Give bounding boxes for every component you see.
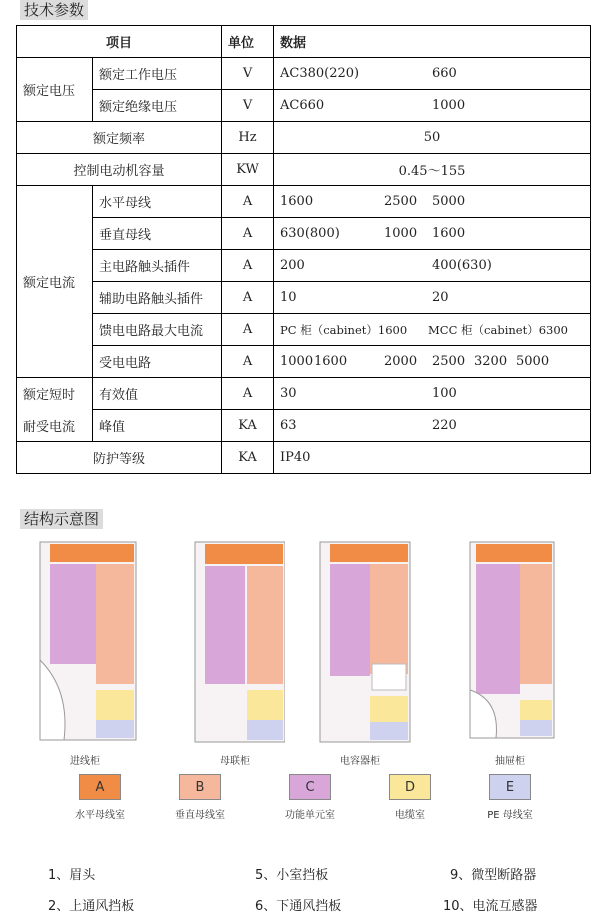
value: AC660 bbox=[280, 98, 325, 113]
row-name: 额定绝缘电压 bbox=[93, 90, 222, 122]
row-name: 主电路触头插件 bbox=[93, 250, 222, 282]
legend-item bbox=[460, 774, 560, 821]
legend-item bbox=[360, 774, 460, 821]
part-item bbox=[48, 895, 134, 914]
row-data bbox=[274, 282, 591, 314]
capacitor-cabinet-drawing bbox=[310, 540, 420, 758]
part-name: 微型断路器 bbox=[471, 868, 537, 883]
row-name: 垂直母线 bbox=[93, 218, 222, 250]
row-name: 峰值 bbox=[93, 410, 222, 442]
coupler-cabinet-drawing bbox=[175, 540, 285, 758]
legend-swatch: E bbox=[489, 774, 531, 800]
value: 660 bbox=[432, 66, 457, 81]
legend-label: 电缆室 bbox=[395, 810, 425, 821]
value: 200 bbox=[280, 258, 305, 273]
row-data bbox=[274, 58, 591, 90]
value: 220 bbox=[432, 418, 457, 433]
table-row bbox=[17, 90, 591, 122]
row-data bbox=[274, 90, 591, 122]
group-voltage: 额定电压 bbox=[17, 58, 93, 122]
value: 1000 bbox=[432, 98, 466, 113]
row-data: 50 bbox=[274, 122, 591, 154]
row-unit: V bbox=[222, 90, 274, 122]
legend-item bbox=[150, 774, 250, 821]
row-name: 防护等级 bbox=[17, 442, 222, 474]
row-unit: Hz bbox=[222, 122, 274, 154]
value: 1000 bbox=[384, 226, 418, 241]
value: 20 bbox=[432, 290, 449, 305]
part-name: 下通风挡板 bbox=[276, 899, 342, 914]
cabinet-label: 进线柜 bbox=[70, 756, 100, 767]
row-name: 额定频率 bbox=[17, 122, 222, 154]
table-row bbox=[17, 378, 591, 410]
cabinet-label: 抽屉柜 bbox=[495, 756, 525, 767]
legend-swatch: B bbox=[179, 774, 221, 800]
row-data bbox=[274, 250, 591, 282]
table-row bbox=[17, 282, 591, 314]
part-num: 10、 bbox=[443, 899, 473, 914]
value: 63 bbox=[280, 418, 297, 433]
group-short-2: 耐受电流 bbox=[17, 410, 93, 442]
part-item bbox=[450, 864, 536, 883]
table-row bbox=[17, 346, 591, 378]
table-row bbox=[17, 186, 591, 218]
table-row bbox=[17, 250, 591, 282]
value: 1600 bbox=[432, 226, 466, 241]
value: 5000 bbox=[432, 194, 466, 209]
part-num: 9、 bbox=[450, 868, 472, 883]
legend-item bbox=[260, 774, 360, 821]
row-unit: A bbox=[222, 186, 274, 218]
part-item bbox=[48, 864, 95, 883]
row-unit: A bbox=[222, 346, 274, 378]
part-num: 1、 bbox=[48, 868, 70, 883]
row-name: 控制电动机容量 bbox=[17, 154, 222, 186]
value: PC 柜（cabinet）1600 bbox=[280, 322, 408, 337]
part-name: 上通风挡板 bbox=[69, 899, 135, 914]
legend-swatch: C bbox=[289, 774, 331, 800]
group-current: 额定电流 bbox=[17, 186, 93, 378]
value: 1000 bbox=[280, 354, 314, 369]
value: 400(630) bbox=[432, 258, 492, 273]
legend-swatch: D bbox=[389, 774, 431, 800]
value: 10 bbox=[280, 290, 297, 305]
row-unit: A bbox=[222, 250, 274, 282]
row-unit: A bbox=[222, 314, 274, 346]
cabinet-label: 电容器柜 bbox=[340, 756, 380, 767]
row-unit: KA bbox=[222, 410, 274, 442]
value: 2000 bbox=[384, 354, 418, 369]
header-data: 数据 bbox=[274, 26, 591, 58]
legend-label: 水平母线室 bbox=[75, 810, 125, 821]
legend-label: 垂直母线室 bbox=[175, 810, 225, 821]
row-data bbox=[274, 314, 591, 346]
legend-label: PE 母线室 bbox=[487, 810, 533, 821]
value: 100 bbox=[432, 386, 457, 401]
value: 1600 bbox=[314, 354, 348, 369]
table-header-row bbox=[17, 26, 591, 58]
value: MCC 柜（cabinet）6300 bbox=[428, 322, 568, 337]
value: 630(800) bbox=[280, 226, 340, 241]
row-name: 有效值 bbox=[93, 378, 222, 410]
legend-label: 功能单元室 bbox=[285, 810, 335, 821]
row-name: 馈电电路最大电流 bbox=[93, 314, 222, 346]
row-unit: A bbox=[222, 282, 274, 314]
table-row bbox=[17, 122, 591, 154]
incoming-cabinet-drawing bbox=[30, 540, 140, 758]
table-row bbox=[17, 442, 591, 474]
row-data bbox=[274, 186, 591, 218]
spec-table bbox=[16, 25, 591, 474]
part-num: 2、 bbox=[48, 899, 70, 914]
part-num: 5、 bbox=[255, 868, 277, 883]
row-data: IP40 bbox=[274, 442, 591, 474]
spec-heading: 技术参数 bbox=[20, 0, 88, 20]
table-row bbox=[17, 410, 591, 442]
value: AC380(220) bbox=[280, 66, 360, 81]
table-row bbox=[17, 218, 591, 250]
row-unit: A bbox=[222, 378, 274, 410]
group-short-1: 额定短时 bbox=[17, 378, 93, 410]
legend-swatch: A bbox=[79, 774, 121, 800]
row-name: 水平母线 bbox=[93, 186, 222, 218]
row-unit: KW bbox=[222, 154, 274, 186]
part-item bbox=[255, 864, 328, 883]
row-data bbox=[274, 346, 591, 378]
value: 5000 bbox=[516, 354, 550, 369]
part-item bbox=[443, 895, 538, 914]
row-data bbox=[274, 218, 591, 250]
row-unit: KA bbox=[222, 442, 274, 474]
table-row bbox=[17, 314, 591, 346]
value: 2500 bbox=[432, 354, 466, 369]
table-row bbox=[17, 154, 591, 186]
table-row bbox=[17, 58, 591, 90]
row-data bbox=[274, 378, 591, 410]
row-data: 0.45～155 bbox=[274, 154, 591, 186]
value: 1600 bbox=[280, 194, 314, 209]
part-num: 6、 bbox=[255, 899, 277, 914]
row-name: 辅助电路触头插件 bbox=[93, 282, 222, 314]
part-name: 眉头 bbox=[69, 868, 96, 883]
row-name: 额定工作电压 bbox=[93, 58, 222, 90]
value: 30 bbox=[280, 386, 297, 401]
part-name: 小室挡板 bbox=[276, 868, 329, 883]
header-unit: 单位 bbox=[222, 26, 274, 58]
part-item bbox=[255, 895, 341, 914]
cabinet-label: 母联柜 bbox=[220, 756, 250, 767]
part-name: 电流互感器 bbox=[472, 899, 538, 914]
row-name: 受电电路 bbox=[93, 346, 222, 378]
row-unit: V bbox=[222, 58, 274, 90]
structure-heading: 结构示意图 bbox=[20, 509, 103, 529]
row-unit: A bbox=[222, 218, 274, 250]
value: 3200 bbox=[474, 354, 508, 369]
value: 2500 bbox=[384, 194, 418, 209]
row-data bbox=[274, 410, 591, 442]
drawer-cabinet-drawing bbox=[450, 540, 560, 758]
legend-item bbox=[50, 774, 150, 821]
header-item: 项目 bbox=[17, 26, 222, 58]
cabinet-diagram bbox=[30, 540, 570, 765]
